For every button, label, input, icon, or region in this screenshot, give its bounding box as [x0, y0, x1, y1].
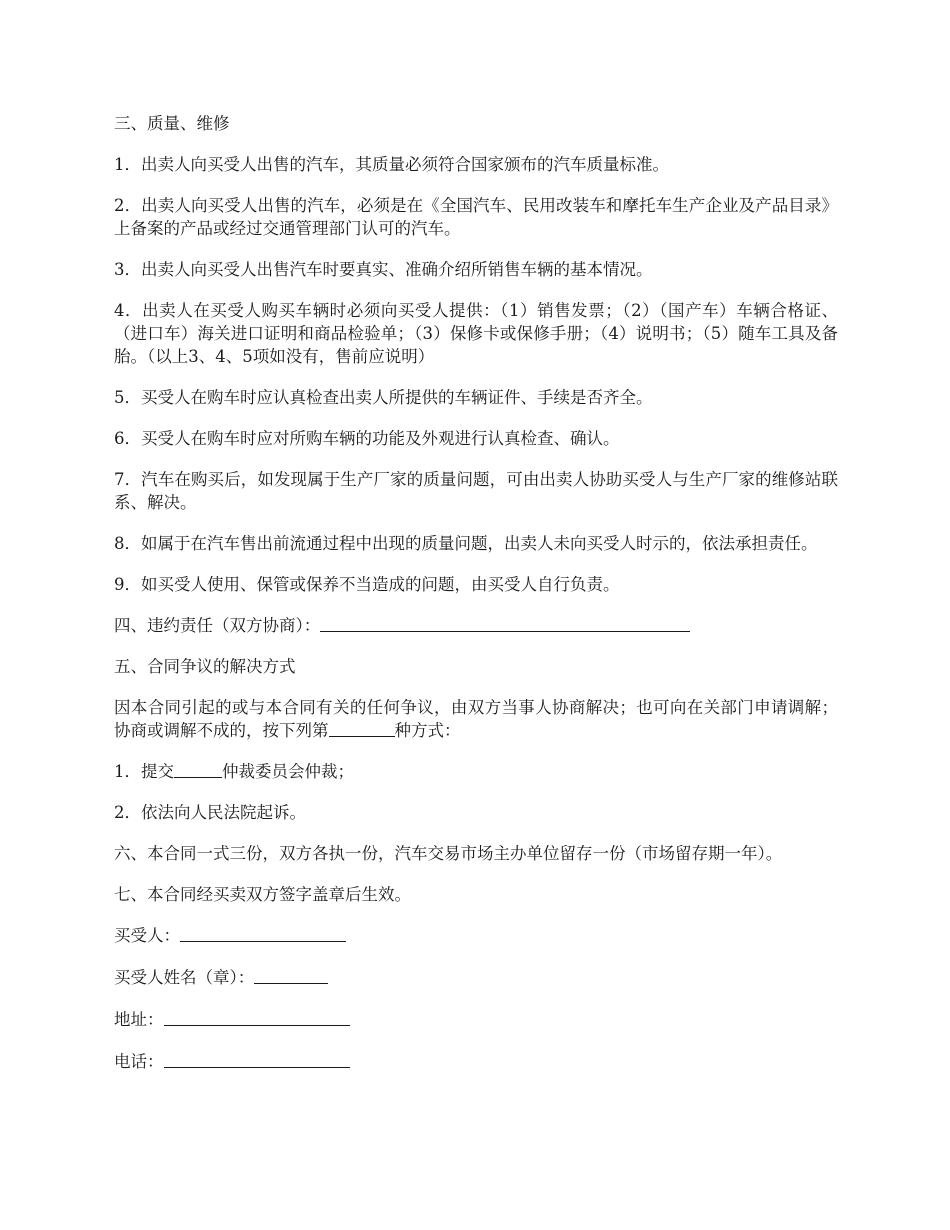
phone-line: [114, 1050, 838, 1073]
address-blank[interactable]: [164, 1009, 350, 1026]
clause-6: 6．买受人在购车时应对所购车辆的功能及外观进行认真检查、确认。: [114, 429, 620, 448]
liability-blank[interactable]: [320, 615, 690, 632]
clause-4: 4．出卖人在买受人购买车辆时必须向买受人提供：（1）销售发票；（2）（国产车）车辆合格证、（进口车）海关进口证明和商品检验单；（3）保修卡或保修手册；（4）说明书；（5）随车工具及备胎。（以上3、4、5项如没有，售前应说明）: [114, 301, 838, 366]
clause-3: 3．出卖人向买受人出售汽车时要真实、准确介绍所销售车辆的基本情况。: [114, 260, 653, 279]
section-effect: 七、本合同经买卖双方签字盖章后生效。: [114, 885, 411, 904]
liability-label: 四、违约责任（双方协商）：: [114, 616, 321, 635]
dispute-option-blank[interactable]: [329, 720, 395, 737]
clause-8: 8．如属于在汽车售出前流通过程中出现的质量问题，出卖人未向买受人时示的，依法承担责任。: [114, 534, 818, 553]
section-heading-quality: 三、质量、维修: [114, 114, 230, 133]
section-heading-dispute: 五、合同争议的解决方式: [114, 657, 296, 676]
section-copies: 六、本合同一式三份，双方各执一份，汽车交易市场主办单位留存一份（市场留存期一年）。: [114, 844, 783, 863]
option1-suffix: 仲裁委员会仲裁；: [222, 762, 354, 781]
clause-7: 7．汽车在购买后，如发现属于生产厂家的质量问题，可由出卖人协助买受人与生产厂家的维修站联系、解决。: [114, 470, 838, 512]
phone-blank[interactable]: [164, 1051, 350, 1068]
arbitration-blank[interactable]: [174, 761, 222, 778]
phone-label: 电话：: [114, 1052, 164, 1071]
buyer-line: [114, 924, 838, 947]
buyer-label: 买受人：: [114, 926, 180, 945]
clause-5: 5．买受人在购车时应认真检查出卖人所提供的车辆证件、手续是否齐全。: [114, 388, 653, 407]
dispute-option-2: 2．依法向人民法院起诉。: [114, 803, 306, 822]
dispute-body: [114, 696, 838, 742]
clause-1: 1．出卖人向买受人出售的汽车，其质量必须符合国家颁布的汽车质量标准。: [114, 155, 669, 174]
dispute-body-text: 因本合同引起的或与本合同有关的任何争议，由双方当事人协商解决；也可向在关部门申请调解；协商或调解不成的，按下列第: [114, 698, 838, 740]
option1-label: 1．提交: [114, 762, 174, 781]
buyer-blank[interactable]: [180, 925, 346, 942]
clause-2: 2．出卖人向买受人出售的汽车，必须是在《全国汽车、民用改装车和摩托车生产企业及产品目录》上备案的产品或经过交通管理部门认可的汽车。: [114, 196, 838, 238]
buyer-name-blank[interactable]: [254, 967, 328, 984]
buyer-name-line: [114, 966, 838, 989]
address-label: 地址：: [114, 1010, 164, 1029]
contract-page: [114, 112, 838, 1092]
address-line: [114, 1008, 838, 1031]
dispute-body-suffix: 种方式：: [394, 721, 461, 740]
clause-9: 9．如买受人使用、保管或保养不当造成的问题，由买受人自行负责。: [114, 575, 620, 594]
section-heading-liability: [114, 614, 838, 637]
buyer-name-label: 买受人姓名（章）：: [114, 968, 255, 987]
dispute-option-1: [114, 760, 838, 783]
